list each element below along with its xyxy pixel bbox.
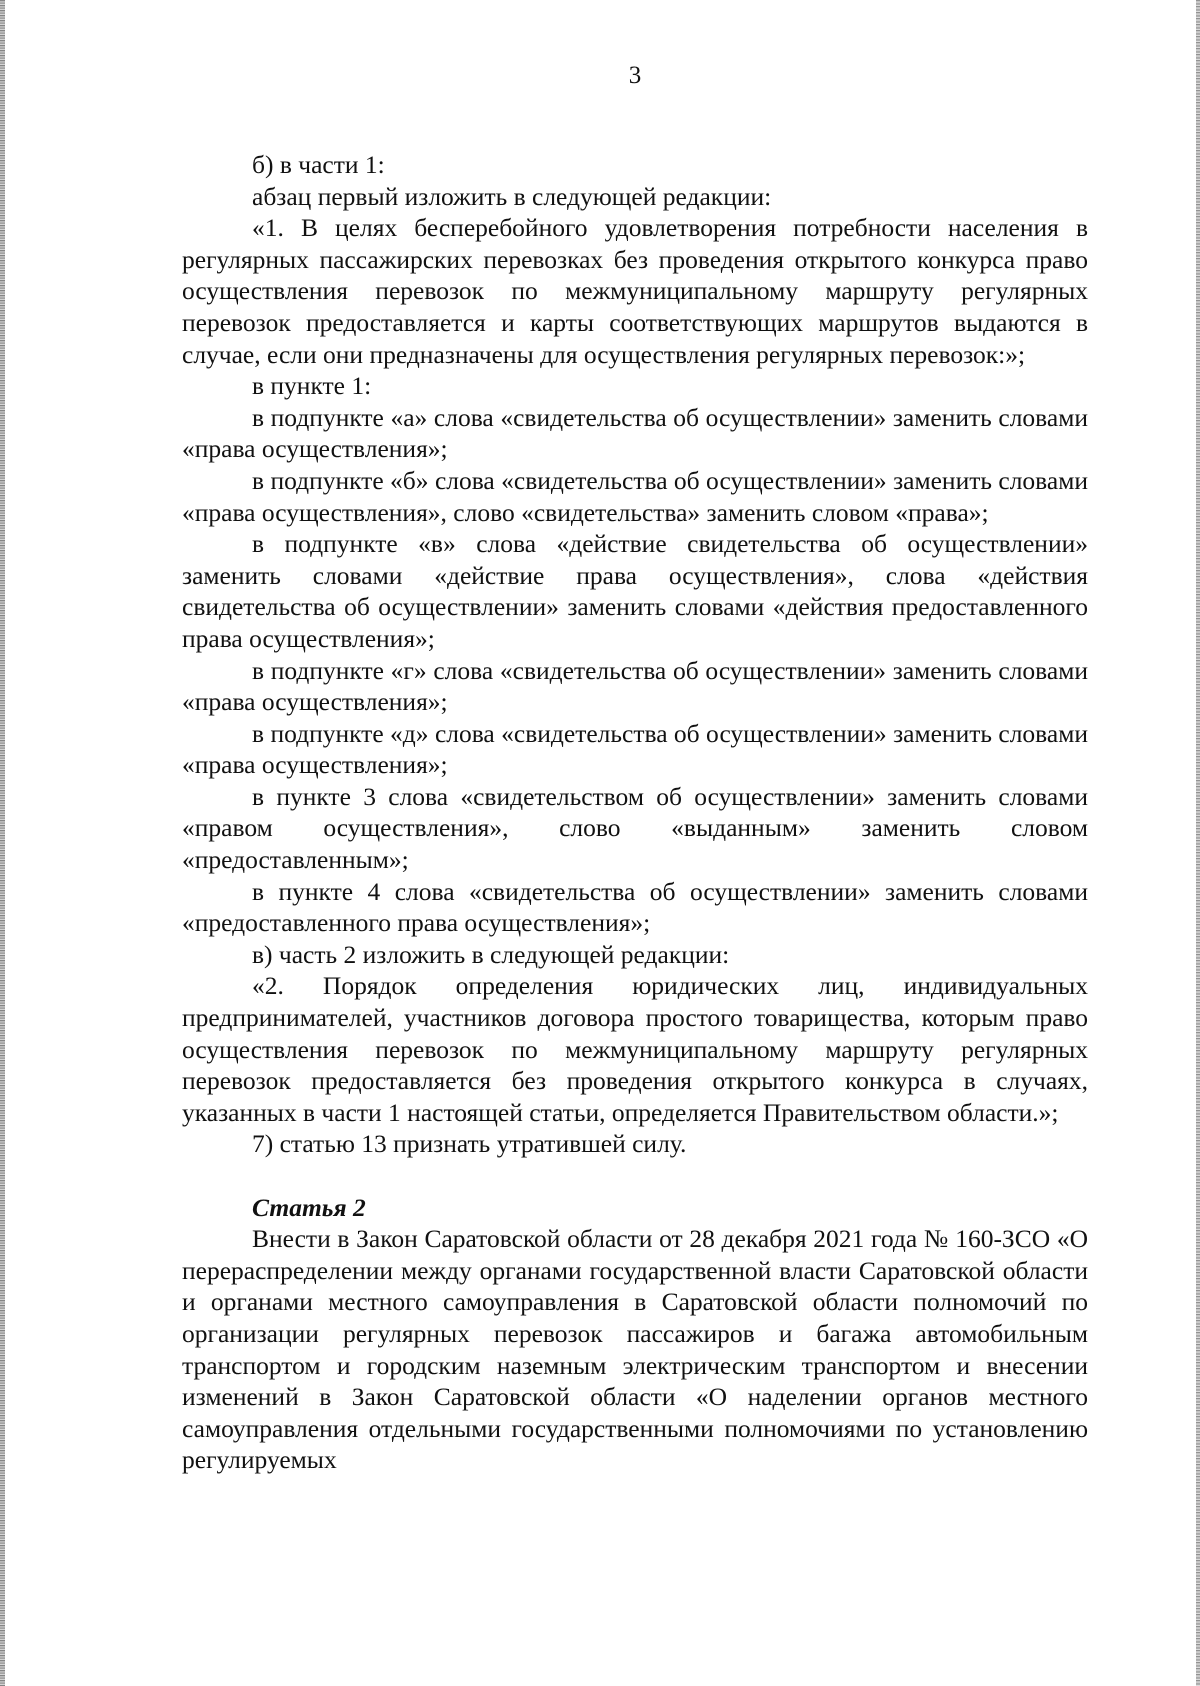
paragraph-subpoint-d: в подпункте «д» слова «свидетельства об осуществлении» заменить словами «права осуществления»; bbox=[182, 718, 1088, 780]
paragraph-quote-part-2: «2. Порядок определения юридических лиц, индивидуальных предпринимателей, участников договора простого товарищества, которым право осуществления перевозок по межмуниципальному маршруту регулярных перевозок предоставляется без проведения открытого конкурса в случаях, указанных в части 1 настоящей статьи, определяется Правительством области.»; bbox=[182, 971, 1088, 1127]
paragraph-subpoint-v: в подпункте «в» слова «действие свидетельства об осуществлении» заменить словами «действие права осуществления», слова «действия свидетельства об осуществлении» заменить словами «действия предоставленного права осуществления»; bbox=[182, 529, 1088, 653]
page-number: 3 bbox=[628, 62, 642, 89]
paragraph-subpoint-g: в подпункте «г» слова «свидетельства об осуществлении» заменить словами «права осуществления»; bbox=[182, 655, 1088, 717]
paragraph-point-4: в пункте 4 слова «свидетельства об осуществлении» заменить словами «предоставленного права осуществления»; bbox=[182, 876, 1088, 938]
paragraph-subpoint-b: в подпункте «б» слова «свидетельства об осуществлении» заменить словами «права осуществления», слово «свидетельства» заменить словом «права»; bbox=[182, 465, 1088, 527]
paragraph-point-1: в пункте 1: bbox=[252, 371, 372, 401]
paragraph-point-3: в пункте 3 слова «свидетельством об осуществлении» заменить словами «правом осуществления», слово «выданным» заменить словом «предоставленным»; bbox=[182, 781, 1088, 875]
paragraph-first-abzac: абзац первый изложить в следующей редакции: bbox=[252, 181, 772, 211]
scan-edge-right bbox=[1196, 0, 1200, 1686]
article-2-heading: Статья 2 bbox=[252, 1192, 366, 1222]
paragraph-subpoint-a: в подпункте «а» слова «свидетельства об осуществлении» заменить словами «права осуществления»; bbox=[182, 402, 1088, 464]
paragraph-article-13: 7) статью 13 признать утратившей силу. bbox=[252, 1129, 687, 1159]
scan-edge-left bbox=[0, 0, 5, 1686]
paragraph-v-part-2: в) часть 2 изложить в следующей редакции: bbox=[252, 939, 730, 969]
article-2-text: Внести в Закон Саратовской области от 28 декабря 2021 года № 160-ЗСО «О перераспределении между органами государственной власти Саратовской области и органами местного самоуправления в Саратовской области полномочий по организации регулярных перевозок пассажиров и багажа автомобильным транспортом и городским наземным электрическим транспортом и внесении изменений в Закон Саратовской области «О наделении органов местного самоуправления отдельными государственными полномочиями по установлению регулируемых bbox=[182, 1224, 1088, 1475]
paragraph-quote-part-1: «1. В целях бесперебойного удовлетворения потребности населения в регулярных пассажирских перевозках без проведения открытого конкурса право осуществления перевозок по межмуниципальному маршруту регулярных перевозок предоставляется и карты соответствующих маршрутов выдаются в случае, если они предназначены для осуществления регулярных перевозок:»; bbox=[182, 213, 1088, 369]
blank-line bbox=[182, 1160, 1088, 1192]
paragraph-b-part-1: б) в части 1: bbox=[252, 150, 385, 179]
document-body bbox=[182, 149, 1088, 1476]
